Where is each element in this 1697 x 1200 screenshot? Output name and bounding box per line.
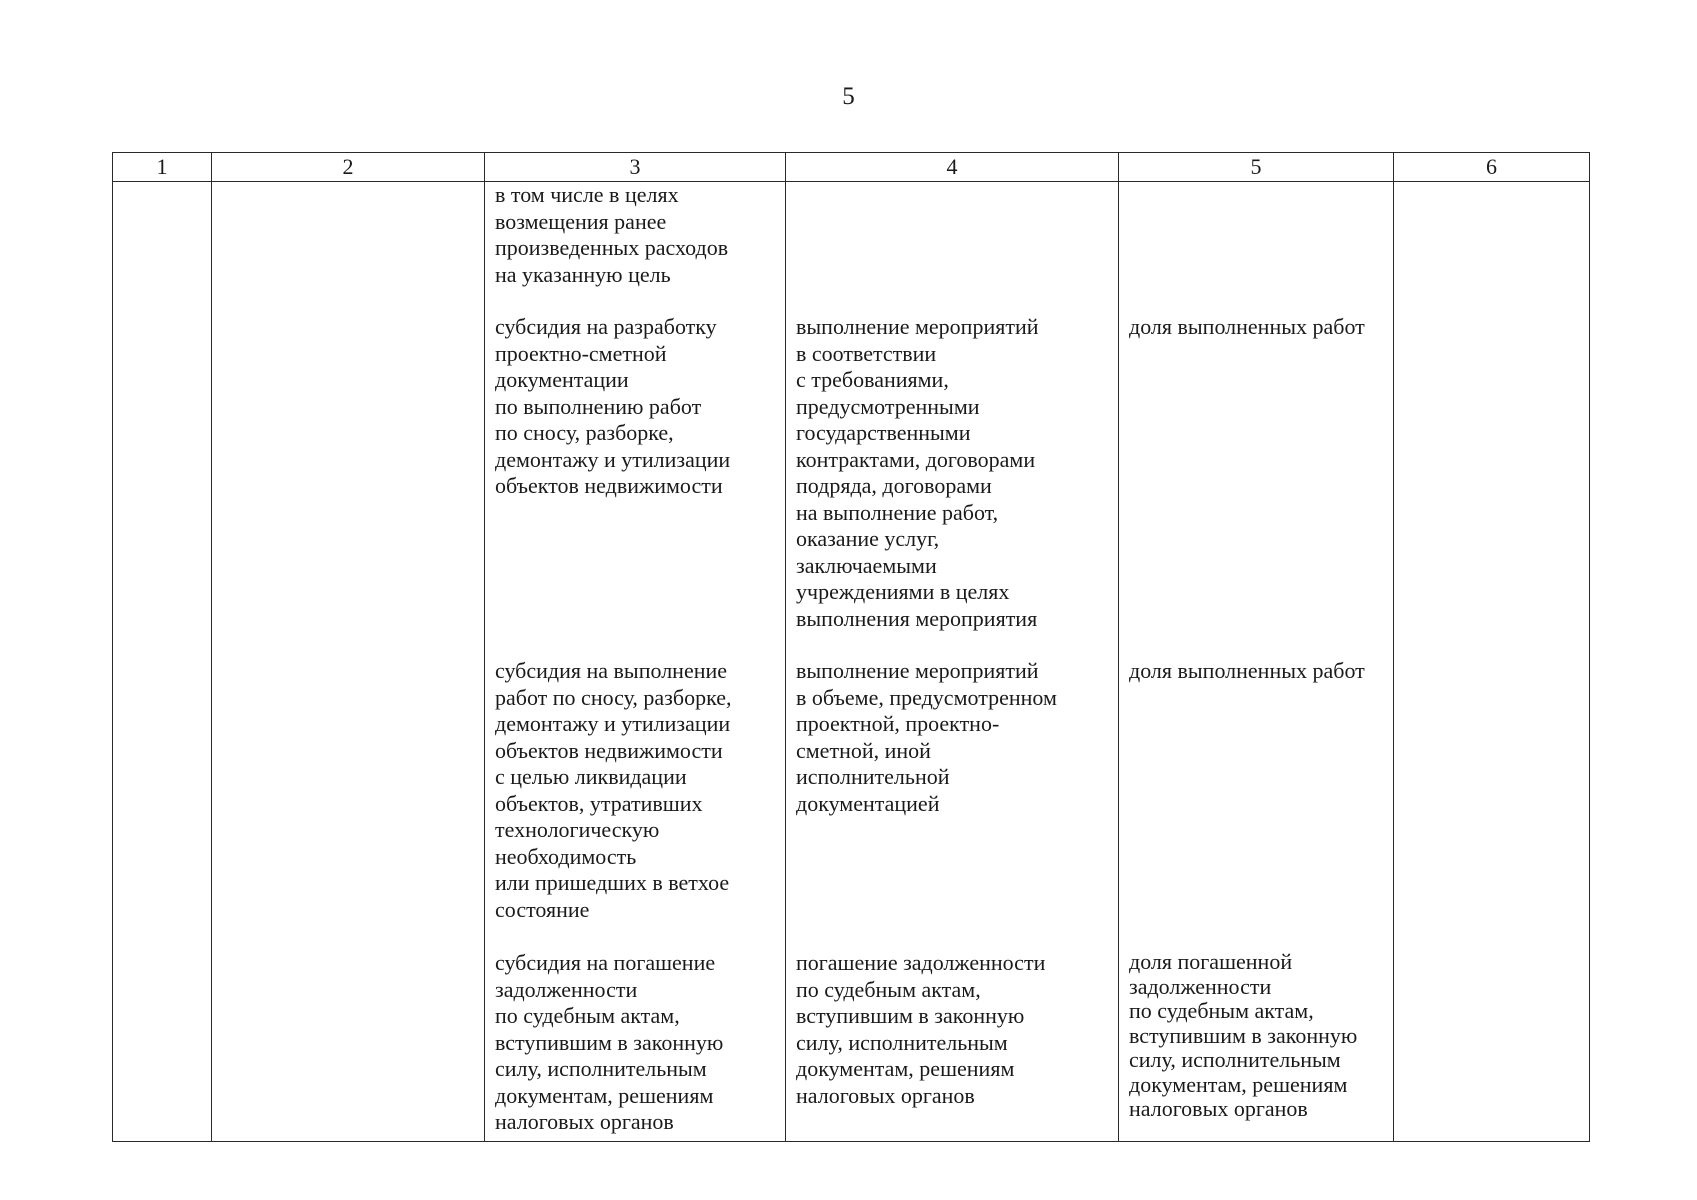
column-header-2: 2 <box>212 153 485 182</box>
col5-item-3: доля выполненных работ <box>1129 658 1365 683</box>
column-header-1: 1 <box>113 153 212 182</box>
cell-col-2 <box>212 182 485 1142</box>
col3-item-2: субсидия на разработку проектно-сметной документации по выполнению работ по сносу, разборке, демонтажу и утилизации объектов недвижимости <box>495 314 731 498</box>
data-table <box>112 152 1590 1142</box>
header-row <box>113 153 1590 182</box>
col3-item-3: субсидия на выполнение работ по сносу, разборке, демонтажу и утилизации объектов недвижимости с целью ликвидации объектов, утративших технологическую необходимость или пришедших в ветхое состояние <box>495 658 732 922</box>
cell-col-1 <box>113 182 212 1142</box>
column-header-5: 5 <box>1119 153 1394 182</box>
col5-item-2: доля выполненных работ <box>1129 314 1365 339</box>
col4-item-2: выполнение мероприятий в соответствии с требованиями, предусмотренными государственными контрактами, договорами подряда, договорами на выполнение работ, оказание услуг, заключаемыми учреждениями в целях выполнения мероприятия <box>796 314 1039 631</box>
cell-col-6 <box>1394 182 1590 1142</box>
column-header-3: 3 <box>485 153 786 182</box>
col4-item-4: погашение задолженности по судебным актам, вступившим в законную силу, исполнительным документам, решениям налоговых органов <box>796 950 1046 1108</box>
col5-item-4: доля погашенной задолженности по судебным актам, вступившим в законную силу, исполнительным документам, решениям налоговых органов <box>1129 949 1358 1121</box>
col3-item-4: субсидия на погашение задолженности по судебным актам, вступившим в законную силу, исполнительным документам, решениям налоговых органов <box>495 950 724 1134</box>
col4-item-3: выполнение мероприятий в объеме, предусмотренном проектной, проектно- сметной, иной исполнительной документацией <box>796 658 1057 816</box>
column-header-6: 6 <box>1394 153 1590 182</box>
col4-item-1 <box>796 182 1112 288</box>
column-header-4: 4 <box>786 153 1119 182</box>
cell-col-3 <box>485 182 786 1142</box>
table-row <box>113 182 1590 1142</box>
cell-col-5 <box>1119 182 1394 1142</box>
col5-item-1 <box>1129 182 1387 288</box>
col3-item-1: в том числе в целях возмещения ранее произведенных расходов на указанную цель <box>495 182 729 287</box>
page-number: 5 <box>842 83 855 110</box>
cell-col-4 <box>786 182 1119 1142</box>
